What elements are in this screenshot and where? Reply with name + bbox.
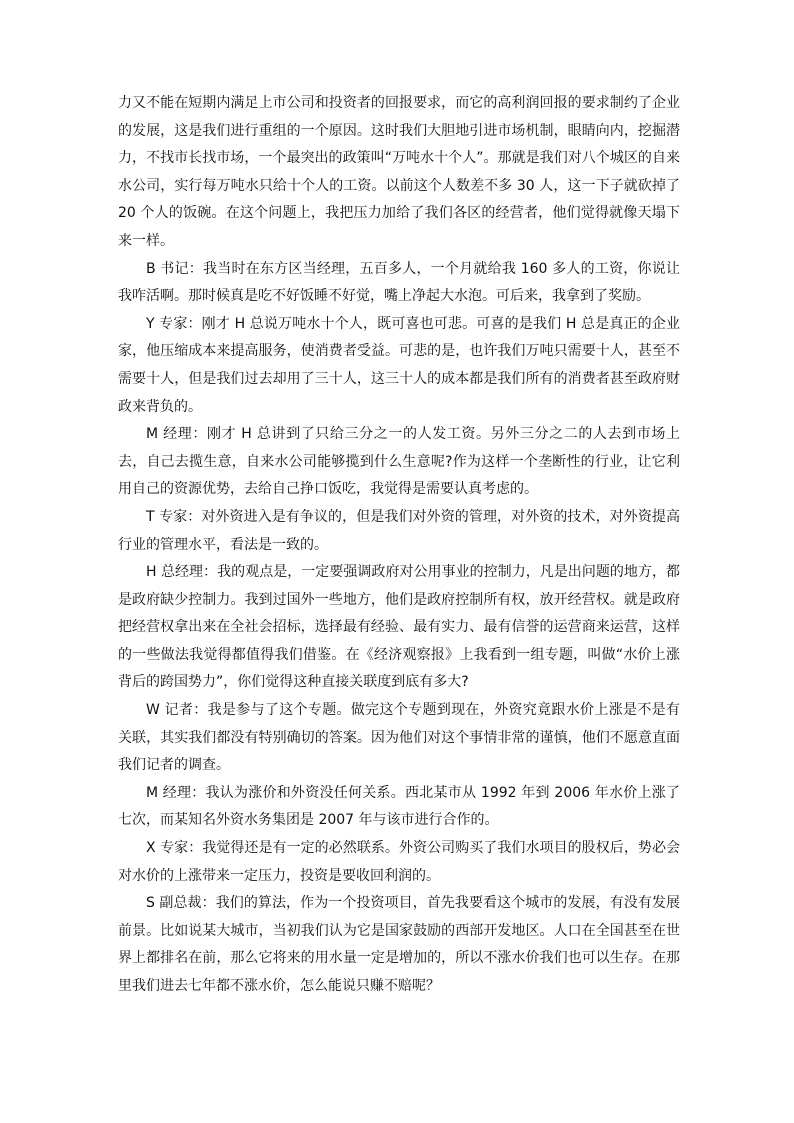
paragraph: 力又不能在短期内满足上市公司和投资者的回报要求，而它的高利润回报的要求制约了企业的发展，这是我们进行重组的一个原因。这时我们大胆地引进市场机制，眼睛向内，挖掘潜力，不找市长找市场，一个最突出的政策叫“万吨水十个人”。那就是我们对八个城区的自来水公司，实行每万吨水只给十个人的工资。以前这个人数差不多 30 人，这一下子就砍掉了 20 个人的饭碗。在这个问题上，我把压力加给了我们各区的经营者，他们觉得就像天塌下来一样。: [118, 95, 680, 249]
paragraph: X 专家：我觉得还是有一定的必然联系。外资公司购买了我们水项目的股权后，势必会对水价的上涨带来一定压力，投资是要收回利润的。: [118, 840, 680, 884]
paragraph: H 总经理：我的观点是，一定要强调政府对公用事业的控制力，凡是出问题的地方，都是政府缺少控制力。我到过国外一些地方，他们是政府控制所有权，放开经营权。就是政府把经营权拿出来在全社会招标，选择最有经验、最有实力、最有信誉的运营商来运营，这样的一些做法我觉得都值得我们借鉴。在《经济观察报》上我看到一组专题，叫做“水价上涨背后的跨国势力”，你们觉得这种直接关联度到底有多大?: [118, 564, 680, 691]
paragraph: W 记者：我是参与了这个专题。做完这个专题到现在，外资究竟跟水价上涨是不是有关联，其实我们都没有特别确切的答案。因为他们对这个事情非常的谨慎，他们不愿意直面我们记者的调查。: [118, 702, 680, 774]
paragraph: M 经理：刚才 H 总讲到了只给三分之一的人发工资。另外三分之二的人去到市场上去，自己去揽生意，自来水公司能够揽到什么生意呢?作为这样一个垄断性的行业，让它利用自己的资源优势，去给自己挣口饭吃，我觉得是需要认真考虑的。: [118, 426, 680, 498]
paragraph: B 书记：我当时在东方区当经理，五百多人，一个月就给我 160 多人的工资，你说让我咋活啊。那时候真是吃不好饭睡不好觉，嘴上净起大水泡。可后来，我拿到了奖励。: [118, 260, 680, 305]
paragraph: Y 专家：刚才 H 总说万吨水十个人，既可喜也可悲。可喜的是我们 H 总是真正的企业家，他压缩成本来提高服务，使消费者受益。可悲的是，也许我们万吨只需要十人，甚至不需要十人，但是我们过去却用了三十人，这三十人的成本都是我们所有的消费者甚至政府财政来背负的。: [118, 315, 680, 415]
paragraph: S 副总裁：我们的算法，作为一个投资项目，首先我要看这个城市的发展，有没有发展前景。比如说某大城市，当初我们认为它是国家鼓励的西部开发地区。人口在全国甚至在世界上都排名在前，那么它将来的用水量一定是增加的，所以不涨水价我们也可以生存。在那里我们进去七年都不涨水价，怎么能说只赚不赔呢？: [118, 895, 680, 994]
paragraph: M 经理：我认为涨价和外资没任何关系。西北某市从 1992 年到 2006 年水价上涨了七次，而某知名外资水务集团是 2007 年与该市进行合作的。: [118, 784, 680, 829]
document-page: [118, 90, 680, 1001]
paragraph: T 专家：对外资进入是有争议的，但是我们对外资的管理，对外资的技术，对外资提高行业的管理水平，看法是一致的。: [118, 508, 680, 553]
